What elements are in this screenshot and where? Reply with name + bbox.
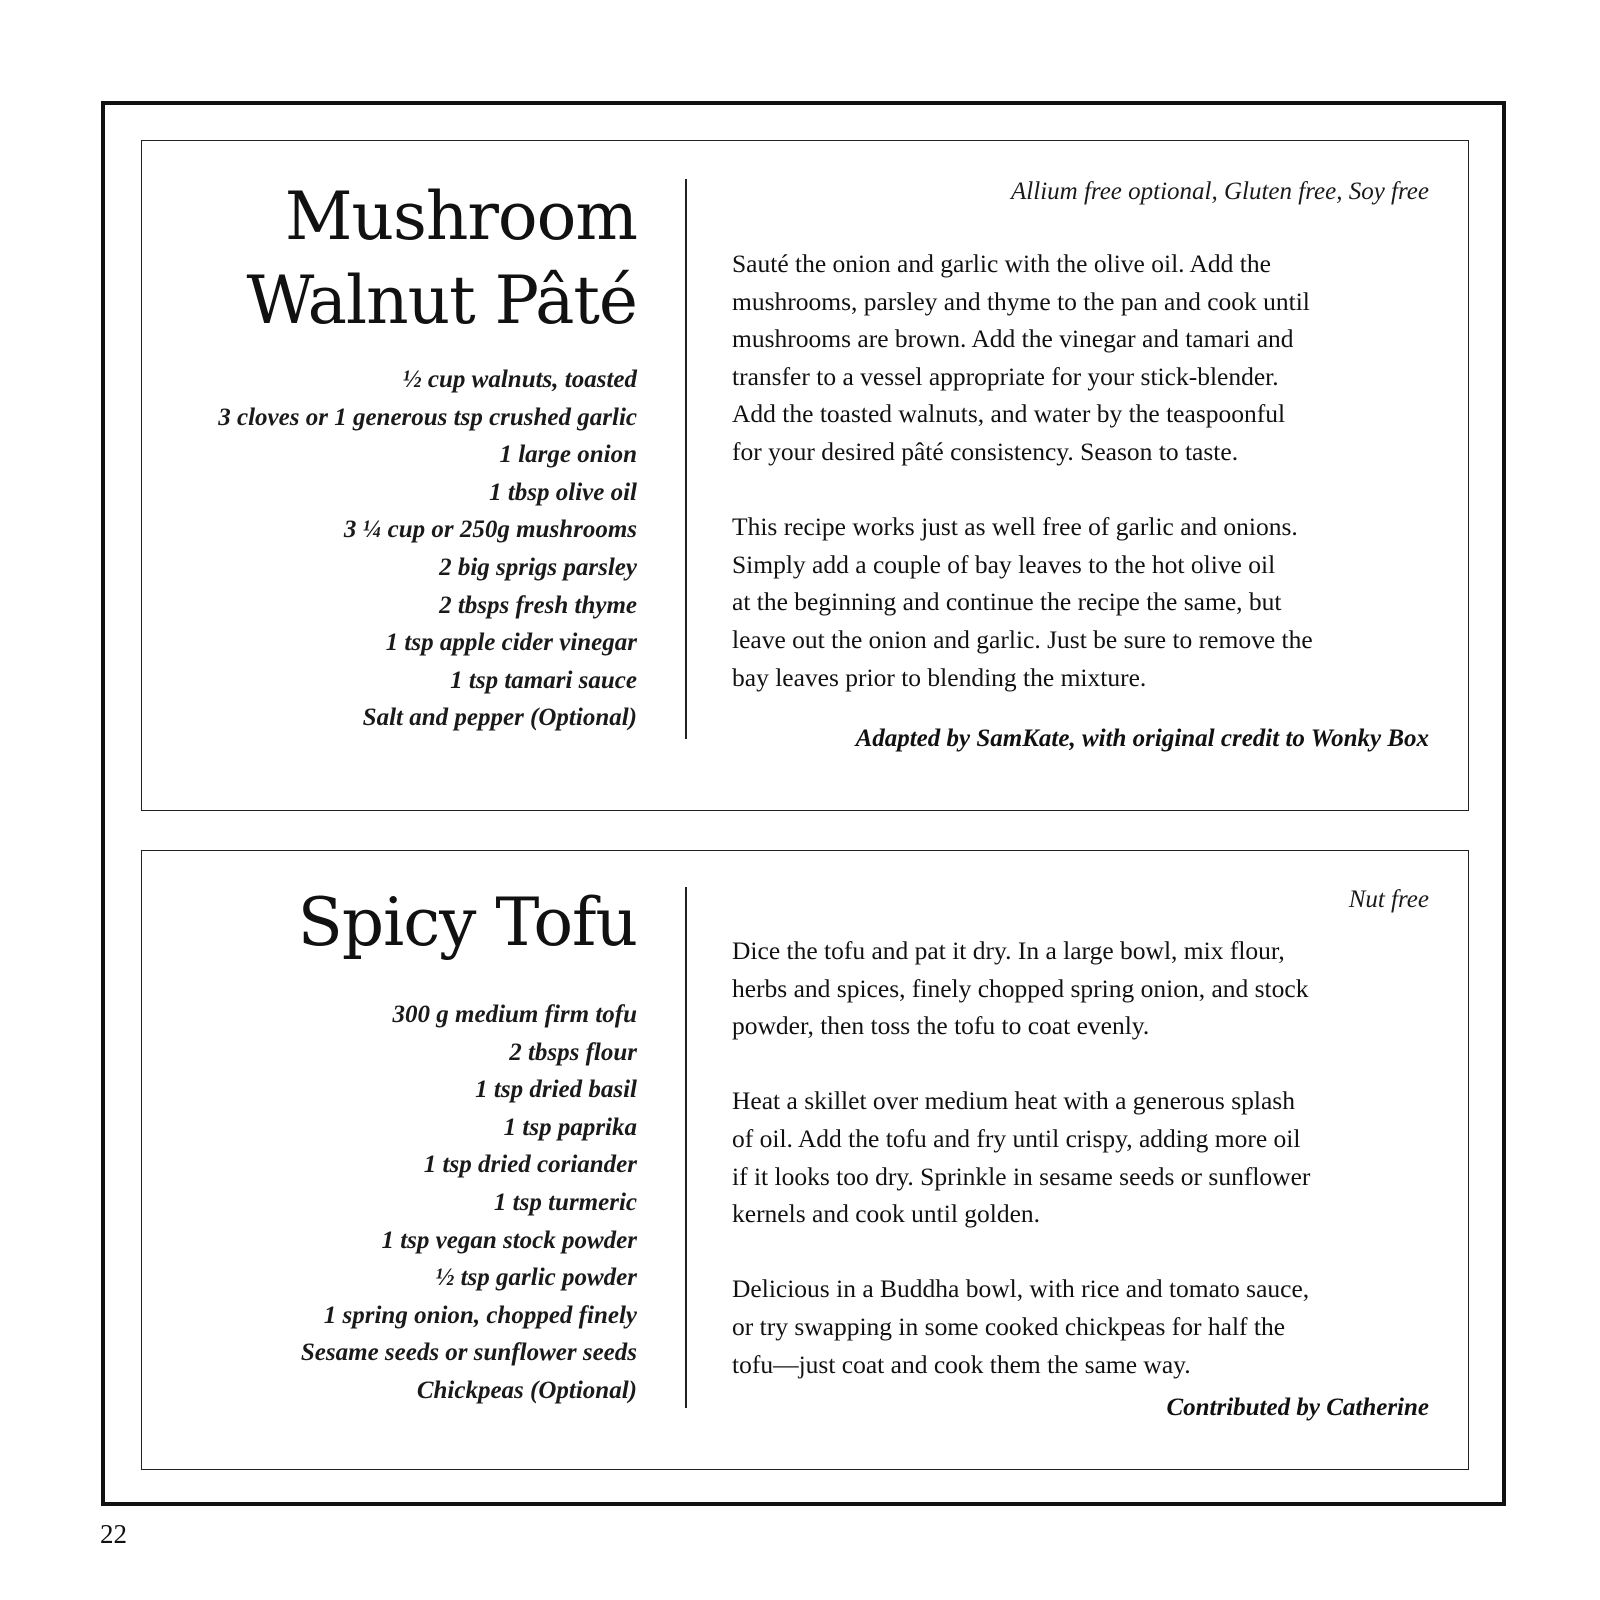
ingredient-item: 1 tsp paprika <box>503 1113 637 1141</box>
recipe-credit: Contributed by Catherine <box>1166 1394 1429 1421</box>
recipe-title-line-1: Mushroom <box>284 178 637 255</box>
ingredient-item: Chickpeas (Optional) <box>416 1376 637 1404</box>
ingredient-item: 2 tbsps fresh thyme <box>439 591 637 619</box>
method-paragraph: Delicious in a Buddha bowl, with rice and tomato sauce, or try swapping in some cooked chickpeas for half the tofu—just coat and cook them the same way. <box>732 1274 1310 1379</box>
ingredient-item: 1 tsp apple cider vinegar <box>385 629 637 657</box>
method-paragraph: Dice the tofu and pat it dry. In a large bowl, mix flour, herbs and spices, finely chopped spring onion, and stock powder, then toss the tofu to coat evenly. <box>732 936 1309 1041</box>
ingredient-item: 1 tsp tamari sauce <box>450 666 637 694</box>
recipe-card-spicy-tofu <box>141 850 1469 1470</box>
ingredient-item: 1 tsp dried basil <box>475 1076 637 1104</box>
method-paragraph: This recipe works just as well free of garlic and onions. Simply add a couple of bay leaves to the hot olive oil at the beginning and continue the recipe the same, but leave out the onion and garlic. Just be sure to remove the bay leaves prior to blending the mixture. <box>732 512 1313 692</box>
ingredient-item: 3 cloves or 1 generous tsp crushed garlic <box>218 403 637 431</box>
ingredient-item: Salt and pepper (Optional) <box>362 704 637 732</box>
recipe-title-line-2: Walnut Pâté <box>246 262 637 339</box>
recipe-card-mushroom-walnut-pate <box>141 140 1469 811</box>
ingredient-item: 2 tbsps flour <box>509 1038 637 1066</box>
method-text <box>732 245 1313 734</box>
ingredient-item: 1 tsp dried coriander <box>423 1151 637 1179</box>
ingredient-item: 2 big sprigs parsley <box>439 553 637 581</box>
ingredient-list <box>301 996 637 1410</box>
ingredient-item: 1 tbsp olive oil <box>489 478 637 506</box>
recipe-credit: Adapted by SamKate, with original credit to Wonky Box <box>855 725 1429 752</box>
method-paragraph: Sauté the onion and garlic with the olive oil. Add the mushrooms, parsley and thyme to the pan and cook until mushrooms are brown. Add the vinegar and tamari and transfer to a vessel appropriate for your stick-blender. Add the toasted walnuts, and water by the teaspoonful for your desired pâté consistency. Season to taste. <box>732 249 1310 466</box>
ingredient-item: Sesame seeds or sunflower seeds <box>300 1339 637 1367</box>
column-divider <box>685 887 687 1408</box>
method-paragraph: Heat a skillet over medium heat with a generous splash of oil. Add the tofu and fry until crispy, adding more oil if it looks too dry. Sprinkle in sesame seeds or sunflower kernels and cook until golden. <box>732 1086 1311 1229</box>
recipe-title <box>247 175 637 343</box>
method-text <box>732 932 1310 1421</box>
ingredient-item: ½ cup walnuts, toasted <box>402 366 637 393</box>
ingredient-item: 1 tsp turmeric <box>493 1188 637 1216</box>
page-number: 22 <box>100 1519 127 1549</box>
dietary-tags: Allium free optional, Gluten free, Soy free <box>1011 178 1429 205</box>
ingredient-item: 1 tsp vegan stock powder <box>381 1226 637 1254</box>
ingredient-item: 1 large onion <box>499 441 637 469</box>
ingredient-list <box>218 361 637 737</box>
ingredient-item: 3 ¼ cup or 250g mushrooms <box>343 516 637 544</box>
ingredient-item: 1 spring onion, chopped finely <box>323 1301 637 1329</box>
recipe-title-line-1: Spicy Tofu <box>297 884 637 961</box>
column-divider <box>685 179 687 739</box>
ingredient-item: 300 g medium firm tofu <box>392 1001 637 1028</box>
ingredient-item: ½ tsp garlic powder <box>435 1264 637 1292</box>
recipe-title <box>298 881 637 965</box>
dietary-tags: Nut free <box>1348 886 1429 913</box>
